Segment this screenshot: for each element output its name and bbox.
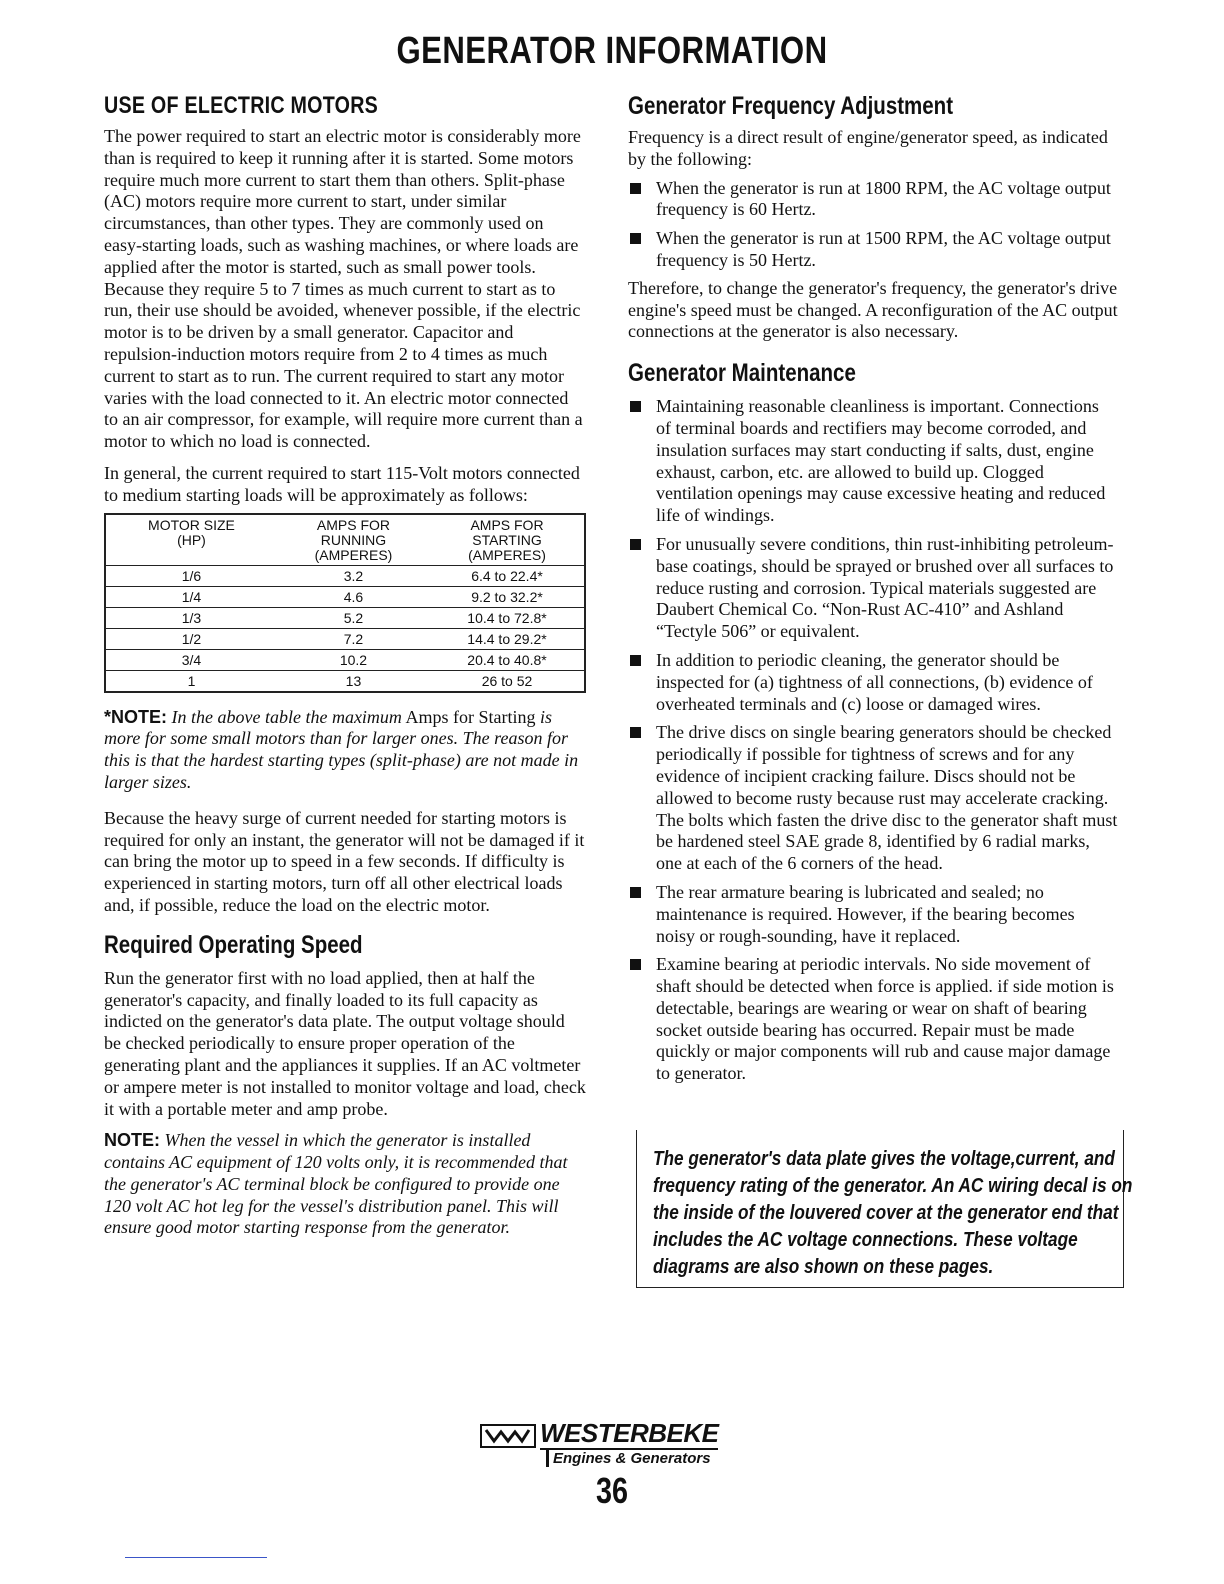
electric-motors-paragraph-3: Because the heavy surge of current needed for starting motors is required for only an instant, the generator will not be damaged if it can bring the motor up to speed in a few seconds. If difficulty is experienced in starting motors, turn off all other electrical loads and, if possible, reduce the load on the electric motor.	[104, 807, 585, 915]
list-item: When the generator is run at 1800 RPM, the AC voltage output frequency is 60 Hertz.	[628, 178, 1118, 222]
page-title: GENERATOR INFORMATION	[396, 30, 828, 72]
operating-speed-paragraph: Run the generator first with no load applied, then at half the generator's capacity, and finally loaded to its full capacity as indicted on the generator's data plate. The output voltage should be checked periodically to ensure proper operation of the generating plant and the appliances it supplies. If an AC voltmeter or ampere meter is not installed to monitor voltage and load, check it with a portable meter and amp probe.	[104, 967, 586, 1119]
logo-emblem-icon	[480, 1424, 536, 1448]
table-row: 3/4 10.2 20.4 to 40.8*	[105, 649, 585, 670]
square-bullet-icon	[630, 183, 641, 194]
frequency-paragraph: Therefore, to change the generator's frequency, the generator's drive engine's speed must be changed. A reconfiguration of the AC output connections at the generator is also necessary.	[628, 277, 1118, 342]
logo-brand-text: WESTERBEKE	[540, 1418, 719, 1448]
square-bullet-icon	[630, 727, 641, 738]
maintenance-bullet-list	[628, 396, 1118, 1085]
data-plate-callout-box	[636, 1130, 1133, 1288]
westerbeke-logo	[480, 1418, 750, 1468]
frequency-bullet-list	[628, 178, 1118, 272]
motor-current-table	[104, 513, 586, 693]
table-row: 1/3 5.2 10.4 to 72.8*	[105, 607, 585, 628]
table-row: 1/2 7.2 14.4 to 29.2*	[105, 628, 585, 649]
electric-motors-paragraph-2: In general, the current required to start 115-Volt motors connected to medium starting loads will be approximately as follows:	[104, 462, 580, 505]
square-bullet-icon	[630, 887, 641, 898]
square-bullet-icon	[630, 233, 641, 244]
list-item: The drive discs on single bearing generators should be checked periodically if possible for tightness of screws and for any evidence of incipient cracking failure. Discs should not be allowed to become rusty because rust may accelerate cracking. The bolts which fasten the drive disc to the generator shaft must be hardened steel SAE grade 8, identified by 6 radial marks, one at each of the 6 corners of the head.	[628, 722, 1118, 875]
list-item: The rear armature bearing is lubricated and sealed; no maintenance is required. However, if the bearing becomes noisy or rough-sounding, have it replaced.	[628, 882, 1118, 947]
list-item: For unusually severe conditions, thin rust-inhibiting petroleum-base coatings, should be sprayed or brushed over all surfaces to reduce rusting and corrosion. Typical materials suggested are Daubert Chemical Co. “Non-Rust AC-410” and Ashland “Tectyle 506” or equivalent.	[628, 534, 1118, 643]
table-row: 1 13 26 to 52	[187, 672, 533, 689]
square-bullet-icon	[630, 959, 641, 970]
frequency-intro: Frequency is a direct result of engine/generator speed, as indicated by the following:	[628, 127, 1108, 169]
table-note: *NOTE: In the above table the maximum Amps for Starting is more for some small motors than for larger ones. The reason for this is that the hardest starting types (split-phase) are not made in larger sizes.	[104, 706, 579, 792]
right-column	[628, 92, 1118, 1085]
logo-tagline: Engines & Generators	[546, 1450, 711, 1467]
list-item: Maintaining reasonable cleanliness is important. Connections of terminal boards and rectifiers may become corroded, and insulation surfaces may start conducting if salts, dust, engine exhaust, carbon, etc. are allowed to build up. Clogged ventilation openings may cause excessive heating and reduced life of windings.	[628, 396, 1118, 527]
left-column	[104, 92, 586, 1239]
square-bullet-icon	[630, 655, 641, 666]
page-number: 36	[595, 1470, 629, 1511]
electric-motors-heading: USE OF ELECTRIC MOTORS	[104, 92, 379, 119]
frequency-heading: Generator Frequency Adjustment	[628, 92, 954, 120]
list-item: Examine bearing at periodic intervals. No side movement of shaft should be detected when force is applied. if side motion is detectable, bearings are wearing or wear on shaft of bearing socket outside bearing has occurred. Repair must be made quickly or major components will rub and cause major damage to generator.	[628, 954, 1118, 1085]
table-row: 1/6 3.2 6.4 to 22.4*	[105, 565, 585, 586]
square-bullet-icon	[630, 401, 641, 412]
operating-speed-heading: Required Operating Speed	[104, 930, 363, 959]
list-item: When the generator is run at 1500 RPM, the AC voltage output frequency is 50 Hertz.	[628, 228, 1118, 272]
maintenance-heading: Generator Maintenance	[628, 359, 856, 388]
operating-speed-note: NOTE: When the vessel in which the generator is installed contains AC equipment of 120 volts only, it is recommended that the generator's AC terminal block be configured to provide one 120 volt AC hot leg for the vessel's distribution panel. This will ensure good motor starting response from the generator.	[104, 1130, 568, 1238]
table-header-motor-size: MOTOR SIZE (HP)	[105, 514, 277, 566]
table-row: 1/4 4.6 9.2 to 32.2*	[105, 586, 585, 607]
footer-rule	[125, 1557, 267, 1558]
list-item: In addition to periodic cleaning, the generator should be inspected for (a) tightness of all connections, (b) evidence of overheated terminals and (c) loose or damaged wires.	[628, 650, 1118, 715]
table-header-amps-running: AMPS FOR RUNNING (AMPERES)	[277, 514, 430, 566]
square-bullet-icon	[630, 539, 641, 550]
table-header-row	[105, 514, 585, 566]
electric-motors-paragraph-1: The power required to start an electric motor is considerably more than is required to keep it running after it is started. Some motors require much more current to start them than others. Split-phase (AC) motors require more current to start, under similar circumstances, than other types. They are commonly used on easy-starting loads, such as washing machines, or where loads are applied after the motor is started, such as small power tools. Because they require 5 to 7 times as much current to start as to run, their use should be avoided, whenever possible, if the electric motor is to be driven by a small generator. Capacitor and repulsion-induction motors require from 2 to 4 times as much current to start as to run. The current required to start any motor varies with the load connected to it. An electric motor connected to an air compressor, for example, will require more current than a motor to which no load is connected.	[104, 126, 583, 452]
table-header-amps-starting: AMPS FOR STARTING (AMPERES)	[430, 514, 585, 566]
callout-text: The generator's data plate gives the voltage,current, and frequency rating of the generator. An AC wiring decal is on the inside of the louvered cover at the generator end that includes the AC voltage connections. These voltage diagrams are also shown on these pages.	[653, 1148, 1133, 1278]
